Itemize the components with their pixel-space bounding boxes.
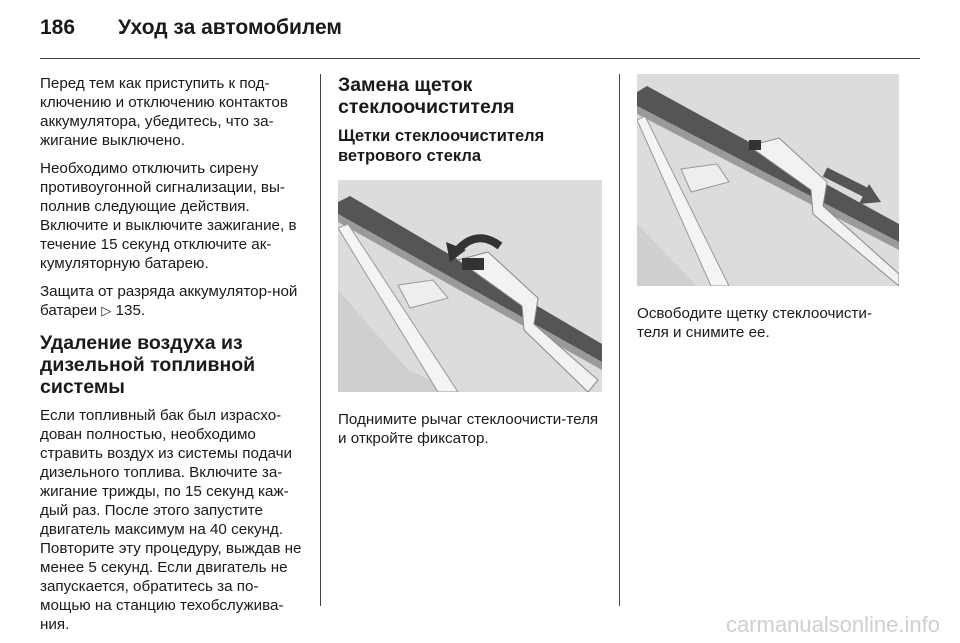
discharge-protection-paragraph — [40, 282, 302, 320]
wiper-blade-figure — [637, 74, 899, 286]
reference-arrow-icon: ▷ — [101, 303, 112, 318]
page-number: 186 — [40, 16, 76, 39]
column-3 — [637, 74, 899, 351]
discharge-protection-text: Защита от разряда аккумулятор-ной батареи — [40, 283, 298, 319]
wiper-lever-caption: Поднимите рычаг стеклоочисти-теля и откройте фиксатор. — [338, 411, 599, 447]
alarm-paragraph: Необходимо отключить сирену противоугонной сигнализации, вы-полнив следующие действия. Включите и выключите зажигание, в течение 15 секунд отключите ак-кумуляторную батарею. — [40, 160, 297, 272]
reference-page[interactable]: 135. — [115, 302, 146, 319]
battery-paragraph: Перед тем как приступить к под-ключению и отключению контактов аккумулятора, убедитесь, что за-жигание выключено. — [40, 75, 288, 149]
page-header — [40, 16, 342, 46]
wiper-replacement-heading: Замена щеток стеклоочистителя — [338, 74, 515, 118]
watermark: carmanualsonline.info — [725, 612, 940, 637]
wiper-blade-caption: Освободите щетку стеклоочисти-теля и снимите ее. — [637, 305, 872, 341]
header-rule — [40, 58, 920, 59]
windscreen-wipers-subheading: Щетки стеклоочистителя ветрового стекла — [338, 127, 545, 165]
column-divider — [320, 74, 321, 606]
page-title: Уход за автомобилем — [118, 16, 342, 39]
diesel-bleed-heading: Удаление воздуха из дизельной топливной системы — [40, 332, 256, 398]
column-1 — [40, 74, 302, 643]
column-divider — [619, 74, 620, 606]
wiper-lever-figure — [338, 180, 602, 392]
diesel-bleed-paragraph: Если топливный бак был израсхо-дован полностью, необходимо стравить воздух из системы подачи дизельного топлива. Включите за-жигание трижды, по 15 секунд каж-дый раз. После этого запустите двигатель максимум на 40 секунд. Повторите эту процедуру, выждав не менее 5 секунд. Если двигатель не запускается, обратитесь за по-мощью на станцию техобслужива-ния. — [40, 407, 302, 633]
column-2 — [338, 74, 602, 457]
